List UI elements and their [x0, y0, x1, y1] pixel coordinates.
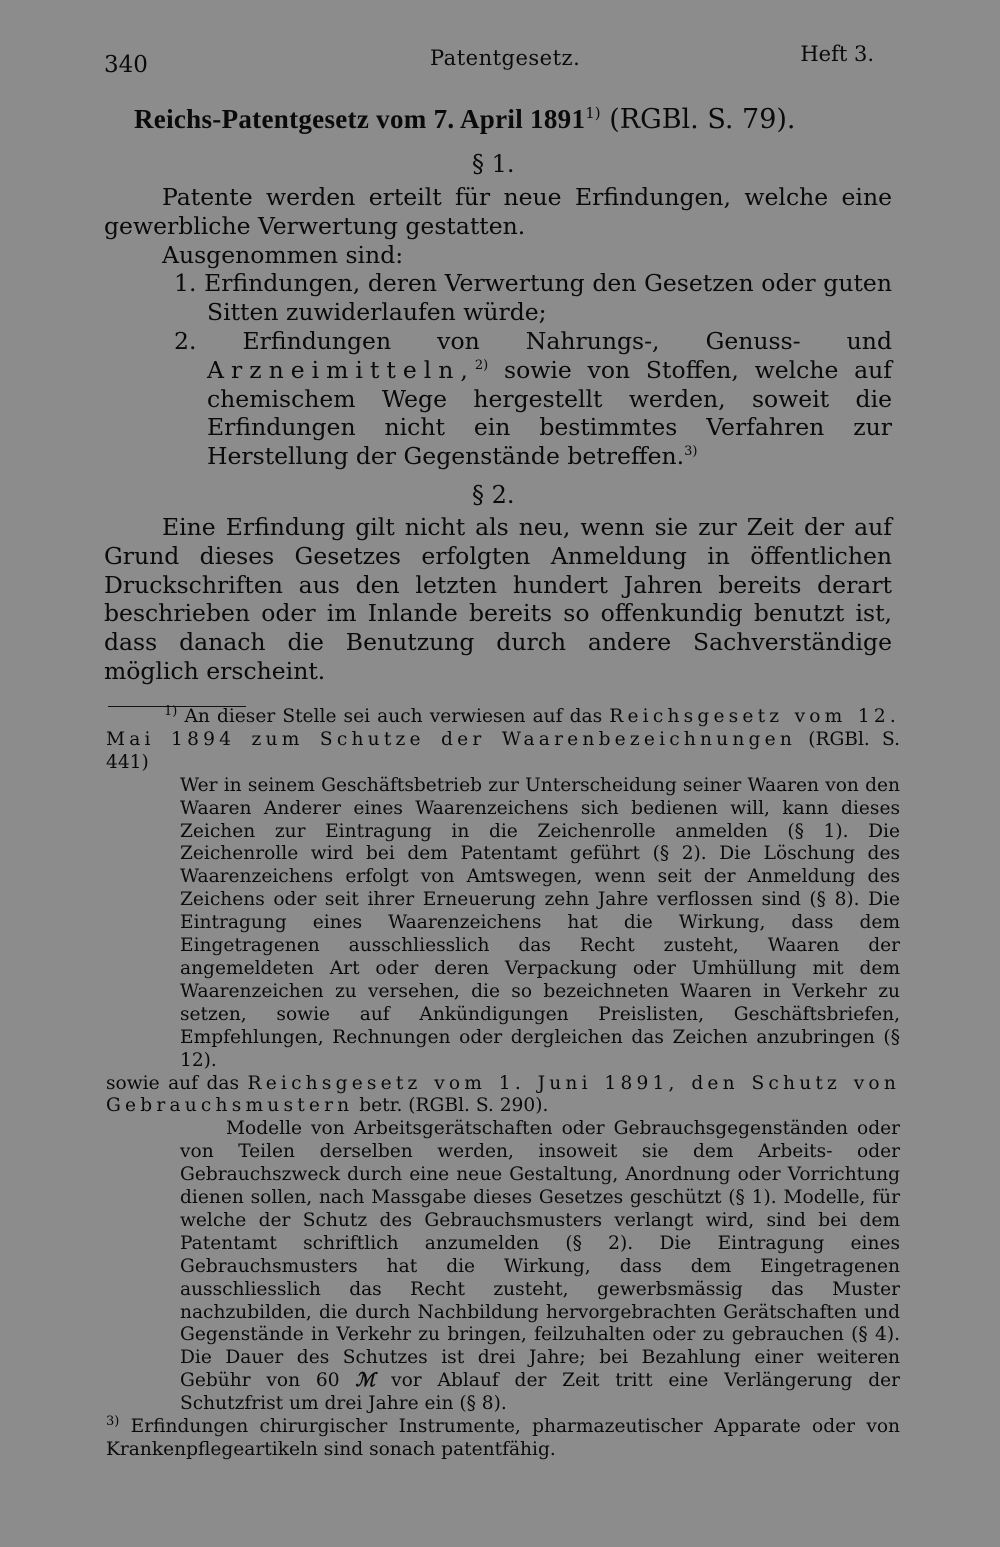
law-title-main: Reichs-Patentgesetz vom 7. April 1891 — [134, 104, 586, 134]
issue-label: Heft 3. — [800, 42, 874, 66]
item-text: Erfindungen, deren Verwertung den Gesetzen oder guten Sitten zuwiderlaufen würde; — [204, 269, 892, 327]
page-number: 340 — [104, 52, 148, 78]
footnote-text: betr. (RGBl. S. 290). — [359, 1095, 549, 1117]
section-2-text: Eine Erfindung gilt nicht als neu, wenn sie zur Zeit der auf Grund dieses Gesetzes erfolgten Anmeldung in öffentlichen Druckschriften aus den letzten hundert Jahren bereits derart beschrieben oder im Inlande bereits so offenkundig benutzt ist, dass danach die Benutzung durch andere Sachverständige möglich erscheint. — [104, 513, 892, 685]
spaced-term: Reichsgesetz vom 12. Mai 1894 zum Schutze der Waarenbezeichnungen — [106, 706, 900, 750]
item-number: 1. — [174, 269, 197, 298]
law-title — [134, 104, 874, 135]
currency-mark: ℳ — [355, 1370, 376, 1392]
exceptions-label: Ausgenommen sind: — [162, 240, 404, 269]
exception-item-1 — [104, 269, 892, 327]
section-1-intro: Patente werden erteilt für neue Erfindungen, welche eine gewerbliche Verwertung gestatten. — [104, 183, 892, 240]
footnote-text: Modelle von Arbeitsgerätschaften oder Gebrauchsgegenständen oder von Teilen derselben werden, insoweit sie dem Arbeits- oder Gebrauchszweck durch eine neue Gestaltung, Anordnung oder Vorrichtung dienen sollen, nach Massgabe dieses Gesetzes geschützt (§ 1). Modelle, für welche der Schutz des Gebrauchsmusters verlangt wird, sind bei dem Patentamt schriftlich anzumelden (§ 2). Die Eintragung eines Gebrauchsmusters hat die Wirkung, dass dem Eingetragenen ausschliesslich das Recht zusteht, gewerbsmässig das Muster nachzubilden, die durch Nachbildung hervorgebrachten Gerätschaften und Gegenstände in Verkehr zu bringen, feilzuhalten oder zu gebrauchen (§ 4). Die Dauer des Schutzes ist drei Jahre; bei Bezahlung einer weiteren Gebühr von 60 — [180, 1118, 900, 1392]
running-title: Patentgesetz. — [430, 46, 581, 70]
law-title-source: (RGBl. S. 79). — [609, 104, 796, 135]
footnote-1 — [106, 703, 900, 775]
footnote-ref: 3) — [684, 444, 698, 460]
spaced-term: Arzneimitteln, — [207, 355, 475, 384]
item-text-cont: sowie von Stoffen, welche auf chemischem Wege hergestellt werden, soweit die Erfindungen nicht ein bestimmtes Verfahren zur Herstellung der Gegenstände betreffen. — [207, 355, 892, 471]
section-1-body — [104, 183, 892, 471]
exception-item-2 — [104, 327, 892, 471]
section-2-body — [104, 513, 892, 686]
item-number: 2. — [174, 326, 197, 355]
item-text: Erfindungen von Nahrungs-, Genuss- und — [242, 326, 892, 355]
running-head — [104, 42, 874, 82]
spaced-term: Reichsgesetz vom 1. Juni 1891, den Schutz von Gebrauchsmustern — [106, 1072, 900, 1117]
footnote-marker: 3) — [106, 1413, 120, 1429]
footnote-text: An dieser Stelle sei auch verwiesen auf das — [184, 706, 603, 727]
footnote-text: Erfindungen chirurgischer Instrumente, pharmazeutischer Apparate oder von Krankenpflegeartikeln sind sonach patentfähig. — [106, 1416, 900, 1460]
footnote-quote-1: Wer in seinem Geschäftsbetrieb zur Unterscheidung seiner Waaren von den Waaren Anderer eines Waarenzeichens sich bedienen will, kann dieses Zeichen zur Eintragung in die Zeichenrolle anmelden (§ 1). Die Zeichenrolle wird bei dem Patentamt geführt (§ 2). Die Löschung des Waarenzeichens erfolgt von Amtswegen, wenn seit der Anmeldung des Zeichens oder seit ihrer Erneuerung zehn Jahre verflossen sind (§ 8). Die Eintragung eines Waarenzeichens hat die Wirkung, dass dem Eingetragenen ausschliesslich das Recht zusteht, Waaren der angemeldeten Art oder deren Verpackung oder Umhüllung mit dem Waarenzeichen zu versehen, die so bezeichneten Waaren in Verkehr zu setzen, sowie auf Ankündigungen Preislisten, Geschäftsbriefen, Empfehlungen, Rechnungen oder dergleichen das Zeichen anzubringen (§ 12). — [180, 774, 900, 1071]
footnote-text: sowie auf das — [106, 1072, 240, 1094]
footnote-text: vor Ablauf der Zeit tritt eine Verlängerung der Schutzfrist um drei Jahre ein (§ 8). — [180, 1370, 900, 1415]
section-heading-2: § 2. — [472, 481, 515, 509]
footnote-ref: 1) — [585, 104, 601, 122]
footnote-3 — [106, 1413, 900, 1462]
footnotes — [106, 703, 900, 1462]
footnote-quote-2 — [180, 1118, 900, 1416]
footnote-marker: 1) — [164, 703, 178, 719]
section-heading-1: § 1. — [472, 150, 515, 178]
footnote-1-continued — [106, 1073, 900, 1119]
footnote-text: (RGBl. S. 441) — [106, 728, 900, 773]
footnote-ref: 2) — [474, 357, 489, 373]
